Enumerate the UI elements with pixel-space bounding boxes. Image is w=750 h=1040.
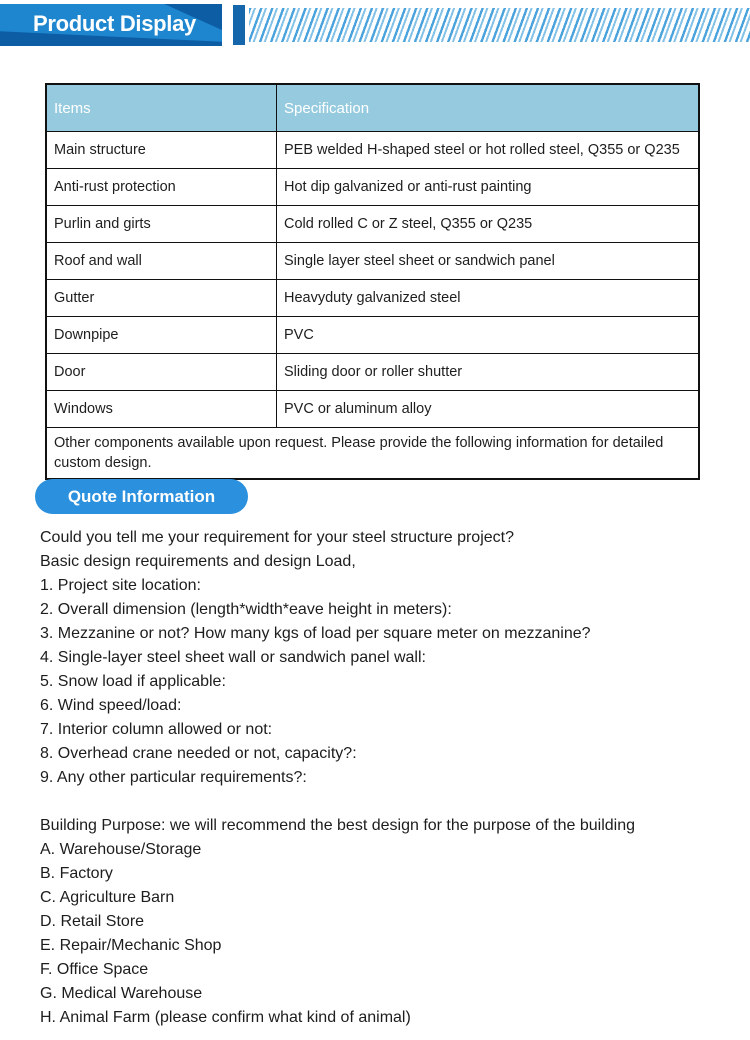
banner-divider-bar bbox=[233, 5, 245, 45]
purpose-item: C. Agriculture Barn bbox=[40, 889, 175, 906]
column-header-specification: Specification bbox=[277, 84, 700, 132]
spec-cell: PVC or aluminum alloy bbox=[277, 391, 700, 428]
question-item: 7. Interior column allowed or not: bbox=[40, 721, 273, 738]
question-item: 9. Any other particular requirements?: bbox=[40, 769, 307, 786]
item-cell: Roof and wall bbox=[46, 243, 277, 280]
spec-cell: PVC bbox=[277, 317, 700, 354]
spec-cell: PEB welded H-shaped steel or hot rolled steel, Q355 or Q235 bbox=[277, 132, 700, 169]
spec-cell: Heavyduty galvanized steel bbox=[277, 280, 700, 317]
purpose-item: H. Animal Farm (please confirm what kind of animal) bbox=[40, 1009, 411, 1026]
purpose-item: B. Factory bbox=[40, 865, 113, 882]
purpose-heading: Building Purpose: we will recommend the best design for the purpose of the building bbox=[40, 817, 636, 834]
section-banner bbox=[0, 4, 222, 46]
item-cell: Downpipe bbox=[46, 317, 277, 354]
table-row bbox=[46, 280, 699, 317]
question-item: 4. Single-layer steel sheet wall or sandwich panel wall: bbox=[40, 649, 426, 666]
intro-line: Basic design requirements and design Load, bbox=[40, 553, 356, 570]
table-row bbox=[46, 132, 699, 169]
table-row bbox=[46, 317, 699, 354]
table-row bbox=[46, 354, 699, 391]
spec-cell: Hot dip galvanized or anti-rust painting bbox=[277, 169, 700, 206]
question-item: 8. Overhead crane needed or not, capacity?: bbox=[40, 745, 357, 762]
item-cell: Main structure bbox=[46, 132, 277, 169]
item-cell: Windows bbox=[46, 391, 277, 428]
banner-stripes-decoration bbox=[249, 8, 750, 42]
quote-requirements-text bbox=[40, 526, 730, 1030]
question-item: 6. Wind speed/load: bbox=[40, 697, 182, 714]
purpose-item: F. Office Space bbox=[40, 961, 149, 978]
spec-cell: Cold rolled C or Z steel, Q355 or Q235 bbox=[277, 206, 700, 243]
table-row bbox=[46, 243, 699, 280]
item-cell: Purlin and girts bbox=[46, 206, 277, 243]
table-header-row bbox=[46, 84, 699, 132]
spec-cell: Single layer steel sheet or sandwich panel bbox=[277, 243, 700, 280]
intro-line: Could you tell me your requirement for your steel structure project? bbox=[40, 529, 514, 546]
purpose-item: E. Repair/Mechanic Shop bbox=[40, 937, 222, 954]
quote-information-button[interactable]: Quote Information bbox=[35, 479, 248, 514]
question-item: 3. Mezzanine or not? How many kgs of load per square meter on mezzanine? bbox=[40, 625, 591, 642]
purpose-item: A. Warehouse/Storage bbox=[40, 841, 202, 858]
table-footer-note: Other components available upon request. Please provide the following information for detailed custom design. bbox=[46, 428, 699, 480]
section-title: Product Display bbox=[33, 11, 196, 36]
question-item: 2. Overall dimension (length*width*eave height in meters): bbox=[40, 601, 452, 618]
item-cell: Anti-rust protection bbox=[46, 169, 277, 206]
specification-table bbox=[45, 83, 700, 480]
question-item: 1. Project site location: bbox=[40, 577, 201, 594]
purpose-item: D. Retail Store bbox=[40, 913, 145, 930]
item-cell: Gutter bbox=[46, 280, 277, 317]
column-header-items: Items bbox=[46, 84, 277, 132]
question-item: 5. Snow load if applicable: bbox=[40, 673, 226, 690]
table-footer-row bbox=[46, 428, 699, 480]
table-row bbox=[46, 169, 699, 206]
spec-cell: Sliding door or roller shutter bbox=[277, 354, 700, 391]
item-cell: Door bbox=[46, 354, 277, 391]
table-row bbox=[46, 206, 699, 243]
purpose-item: G. Medical Warehouse bbox=[40, 985, 203, 1002]
table-row bbox=[46, 391, 699, 428]
